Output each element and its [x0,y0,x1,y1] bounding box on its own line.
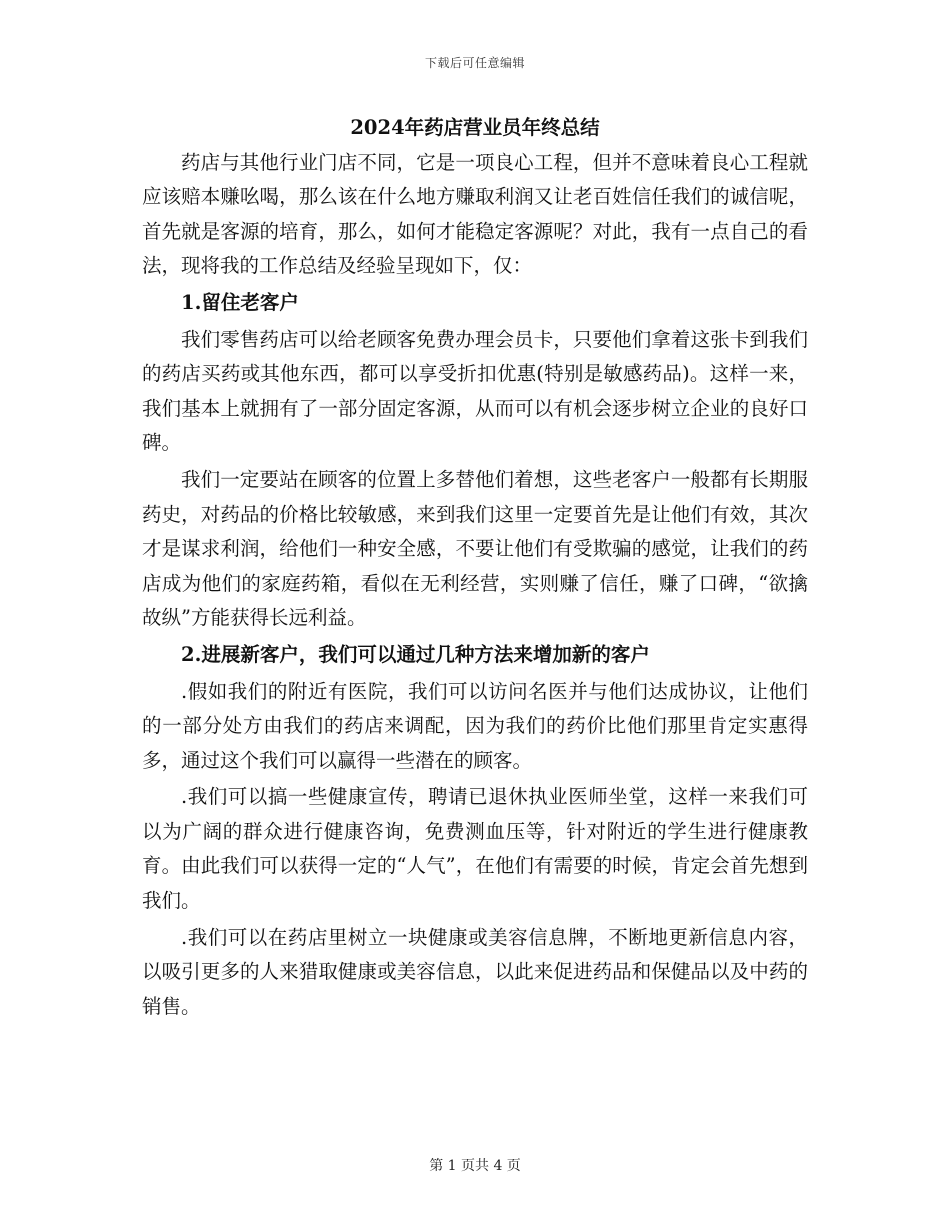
section-1-paragraph-2: 我们一定要站在顾客的位置上多替他们着想，这些老客户一般都有长期服药史，对药品的价格比较敏感，来到我们这里一定要首先是让他们有效，其次才是谋求利润，给他们一种安全感，不要让他们有受欺骗的感觉，让我们的药店成为他们的家庭药箱，看似在无利经营，实则赚了信任，赚了口碑，“欲擒故纵”方能获得长远利益。 [142,467,808,630]
section-2-paragraph-2: .我们可以搞一些健康宣传，聘请已退休执业医师坐堂，这样一来我们可以为广阔的群众进行健康咨询，免费测血压等，针对附近的学生进行健康教育。由此我们可以获得一定的“人气”，在他们有需要的时候，肯定会首先想到我们。 [142,785,808,913]
section-2-paragraph-3: .我们可以在药店里树立一块健康或美容信息牌，不断地更新信息内容，以吸引更多的人来猎取健康或美容信息，以此来促进药品和保健品以及中药的销售。 [142,925,808,1018]
page-number: 第 1 页共 4 页 [429,1158,521,1174]
section-heading-2: 2.进展新客户，我们可以通过几种方法来增加新的客户 [181,642,650,666]
section-2-paragraph-1: .假如我们的附近有医院，我们可以访问名医并与他们达成协议，让他们的一部分处方由我们的药店来调配，因为我们的药价比他们那里肯定实惠得多，通过这个我们可以赢得一些潜在的顾客。 [142,679,808,772]
section-1-paragraph-1: 我们零售药店可以给老顾客免费办理会员卡，只要他们拿着这张卡到我们的药店买药或其他东西，都可以享受折扣优惠(特别是敏感药品)。这样一来，我们基本上就拥有了一部分固定客源，从而可以有机会逐步树立企业的良好口碑。 [142,327,808,455]
document-body [142,110,808,1024]
document-title: 2024年药店营业员年终总结 [350,116,600,139]
intro-paragraph: 药店与其他行业门店不同，它是一项良心工程，但并不意味着良心工程就应该赔本赚吆喝，那么该在什么地方赚取利润又让老百姓信任我们的诚信呢，首先就是客源的培育，那么，如何才能稳定客源呢？对此，我有一点自己的看法，现将我的工作总结及经验呈现如下，仅： [142,150,808,278]
section-heading-1: 1.留住老客户 [181,290,299,314]
header-note: 下载后可任意编辑 [424,56,525,70]
